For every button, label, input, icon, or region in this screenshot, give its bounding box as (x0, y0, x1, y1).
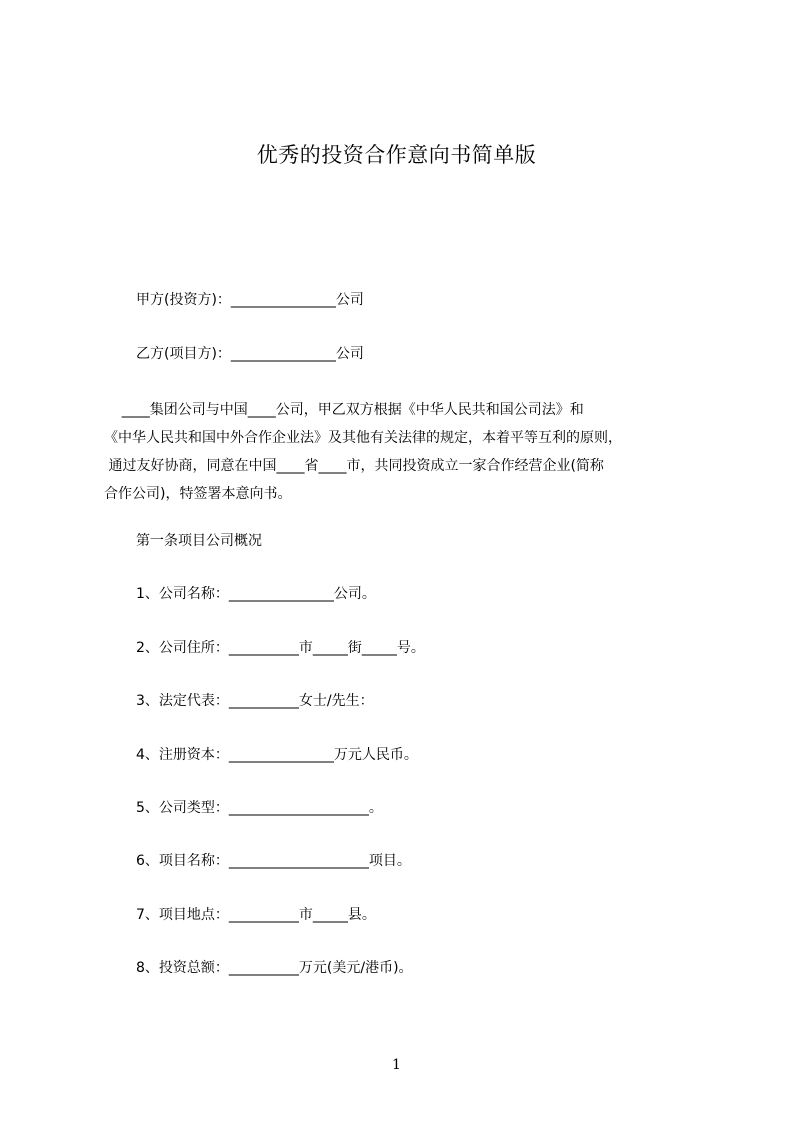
intro-line-4: 合作公司)，特签署本意向书。 (104, 486, 292, 502)
item-total-investment: 8、投资总额：__________万元(美元/港币)。 (136, 960, 413, 976)
item-legal-representative: 3、法定代表：__________女士/先生： (136, 693, 374, 709)
intro-line-1: ____集团公司与中国____公司，甲乙双方根据《中华人民共和国公司法》和 (104, 402, 584, 418)
item-company-type: 5、公司类型：____________________。 (136, 800, 383, 816)
intro-line-3: 通过友好协商，同意在中国____省____市，共同投资成立一家合作经营企业(简称 (104, 458, 604, 474)
page-number: 1 (392, 1057, 401, 1073)
item-company-address: 2、公司住所：__________市_____街_____号。 (136, 640, 425, 656)
party-b-line: 乙方(项目方)：_______________公司 (136, 346, 364, 362)
section-heading: 第一条项目公司概况 (136, 533, 262, 549)
item-project-location: 7、项目地点：__________市_____县。 (136, 907, 376, 923)
intro-paragraph (104, 396, 704, 508)
document-title: 优秀的投资合作意向书简单版 (256, 143, 537, 167)
party-a-line: 甲方(投资方)：_______________公司 (136, 292, 364, 308)
intro-line-2: 《中华人民共和国中外合作企业法》及其他有关法律的规定，本着平等互利的原则， (104, 430, 622, 446)
item-company-name: 1、公司名称：_______________公司。 (136, 586, 376, 602)
item-registered-capital: 4、注册资本：_______________万元人民币。 (136, 747, 418, 763)
item-project-name: 6、项目名称：____________________项目。 (136, 853, 411, 869)
